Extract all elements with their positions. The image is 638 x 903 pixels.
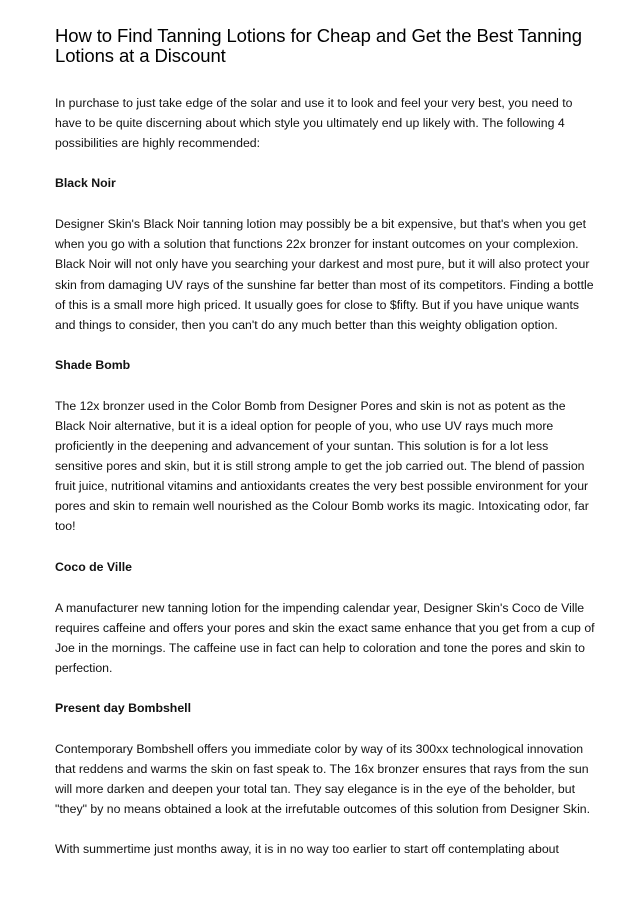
spacer — [55, 678, 595, 698]
document-page — [55, 26, 595, 859]
section-heading-shade-bomb: Shade Bomb — [55, 357, 131, 372]
spacer — [55, 66, 595, 93]
spacer — [55, 819, 595, 839]
spacer — [55, 153, 595, 173]
section-heading-black-noir: Black Noir — [55, 176, 116, 191]
spacer — [55, 335, 595, 355]
section-heading-present-day-bombshell: Present day Bombshell — [55, 700, 191, 715]
section-body-black-noir: Designer Skin's Black Noir tanning lotion may possibly be a bit expensive, but that's when you get when you go with a solution that functions 22x bronzer for instant outcomes on your complexion. Black Noir will not only have you searching your darkest and most pure, but it will also protect your skin from damaging UV rays of the sunshine far better than most of its competitors. Finding a bottle of this is a small more high priced. It usually goes for close to $fifty. But if you have unique wants and things to consider, then you can't do any much better than this weighty obligation option. — [55, 217, 594, 332]
spacer — [55, 577, 595, 598]
section-heading-coco-de-ville: Coco de Ville — [55, 559, 132, 574]
spacer — [55, 193, 595, 214]
intro-paragraph: In purchase to just take edge of the solar and use it to look and feel your very best, you need to have to be quite discerning about which style you ultimately end up likely with. The following 4 possibilities are highly recommended: — [55, 96, 573, 151]
section-body-coco-de-ville: A manufacturer new tanning lotion for the impending calendar year, Designer Skin's Coco de Ville requires caffeine and offers your pores and skin the exact same enhance that you get from a cup of Joe in the mornings. The caffeine use in fact can help to coloration and tone the pores and skin to perfection. — [55, 600, 595, 675]
spacer — [55, 537, 595, 557]
document-title: How to Find Tanning Lotions for Cheap and Get the Best Tanning Lotions at a Discount — [55, 25, 582, 66]
section-body-shade-bomb: The 12x bronzer used in the Color Bomb from Designer Pores and skin is not as potent as the Black Noir alternative, but it is a ideal option for people of you, who use UV rays much more proficiently in the deepening and advancement of your suntan. This solution is for a lot less sensitive pores and skin, but it is still strong ample to get the job carried out. The blend of passion fruit juice, nutritional vitamins and antioxidants creates the very best possible environment for your pores and skin to remain well nourished as the Colour Bomb works its magic. Intoxicating odor, far too! — [55, 398, 589, 534]
spacer — [55, 375, 595, 396]
spacer — [55, 718, 595, 739]
section-body-present-day-bombshell: Contemporary Bombshell offers you immediate color by way of its 300xx technological innovation that reddens and warms the skin on fast speak to. The 16x bronzer ensures that rays from the sun will more darken and deepen your total tan. They say elegance is in the eye of the beholder, but "they" by no means obtained a look at the irrefutable outcomes of this solution from Designer Skin. — [55, 741, 591, 817]
closing-paragraph: With summertime just months away, it is in no way too earlier to start off contemplating about — [55, 842, 559, 857]
